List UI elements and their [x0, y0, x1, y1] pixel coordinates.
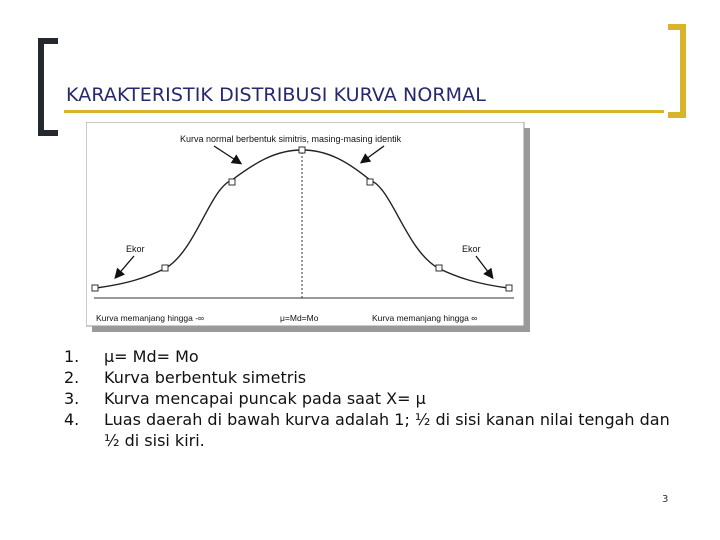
curve-point [506, 285, 512, 291]
curve-point [92, 285, 98, 291]
axis-label-left: Kurva memanjang hingga -∞ [96, 313, 205, 323]
right-bracket-decoration [668, 24, 686, 118]
label-tail-left: Ekor [126, 244, 145, 254]
curve-point [367, 179, 373, 185]
curve-point [162, 265, 168, 271]
page-number: 3 [662, 494, 669, 505]
axis-label-right: Kurva memanjang hingga ∞ [372, 313, 478, 323]
list-text: μ= Md= Mo [104, 347, 199, 366]
list-text: Kurva berbentuk simetris [104, 368, 307, 387]
curve-point [436, 265, 442, 271]
curve-point [229, 179, 235, 185]
annotation-symmetric: Kurva normal berbentuk simitris, masing-masing identik [180, 134, 402, 144]
list-text: Kurva mencapai puncak pada saat X= μ [104, 389, 426, 408]
list-item [64, 367, 684, 388]
normal-curve-figure [86, 122, 532, 334]
axis-label-center: μ=Md=Mo [280, 313, 319, 323]
characteristics-list [64, 346, 684, 451]
label-tail-right: Ekor [462, 244, 481, 254]
list-number: 1. [64, 347, 80, 366]
list-number: 2. [64, 368, 80, 387]
list-number: 3. [64, 389, 80, 408]
list-text: Luas daerah di bawah kurva adalah 1; ½ di sisi kanan nilai tengah dan ½ di sisi kiri. [104, 410, 670, 450]
list-item [64, 346, 684, 367]
list-item [64, 409, 684, 451]
list-number: 4. [64, 410, 80, 429]
curve-point [299, 147, 305, 153]
list-item [64, 388, 684, 409]
slide-title: KARAKTERISTIK DISTRIBUSI KURVA NORMAL [66, 84, 486, 106]
left-bracket-decoration [38, 38, 58, 136]
normal-curve-svg [86, 122, 532, 334]
title-underline [64, 110, 664, 113]
